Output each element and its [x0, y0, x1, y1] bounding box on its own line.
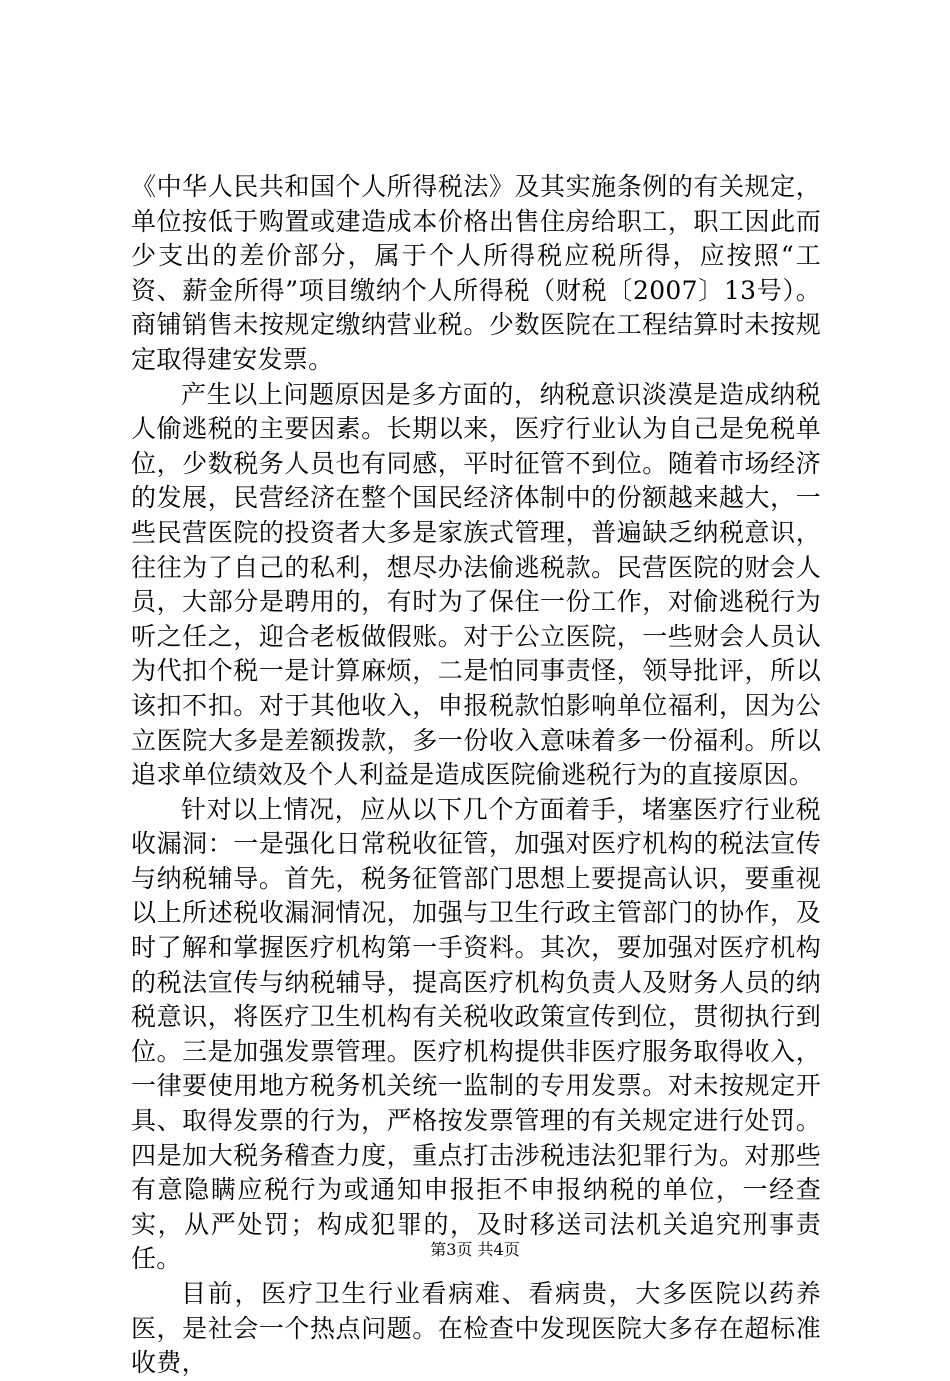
paragraph-4: 目前，医疗卫生行业看病难、看病贵，大多医院以药养医，是社会一个热点问题。在检查中发现医院大多存在超标准收费， [131, 1279, 821, 1378]
page-footer: 第3页 共4页 [430, 1240, 520, 1259]
document-body [131, 170, 821, 1381]
paragraph-2: 产生以上问题原因是多方面的，纳税意识淡漠是造成纳税人偷逃税的主要因素。长期以来，医疗行业认为自己是免税单位，少数税务人员也有同感，平时征管不到位。随着市场经济的发展，民营经济在整个国民经济体制中的份额越来越大，一些民营医院的投资者大多是家族式管理，普遍缺乏纳税意识，往往为了自己的私利，想尽办法偷逃税款。民营医院的财会人员，大部分是聘用的，有时为了保住一份工作，对偷逃税行为听之任之，迎合老板做假账。对于公立医院，一些财会人员认为代扣个税一是计算麻烦，二是怕同事责怪，领导批评，所以该扣不扣。对于其他收入，申报税款怕影响单位福利，因为公立医院大多是差额拨款，多一份收入意味着多一份福利。所以追求单位绩效及个人利益是造成医院偷逃税行为的直接原因。 [131, 379, 821, 790]
paragraph-1: 《中华人民共和国个人所得税法》及其实施条例的有关规定，单位按低于购置或建造成本价格出售住房给职工，职工因此而少支出的差价部分，属于个人所得税应税所得，应按照“工资、薪金所得”项目缴纳个人所得税（财税〔2007〕13号）。商铺销售未按规定缴纳营业税。少数医院在工程结算时未按规定取得建安发票。 [131, 172, 821, 374]
paragraph-3: 针对以上情况，应从以下几个方面着手，堵塞医疗行业税收漏洞：一是强化日常税收征管，加强对医疗机构的税法宣传与纳税辅导。首先，税务征管部门思想上要提高认识，要重视以上所述税收漏洞情况，加强与卫生行政主管部门的协作，及时了解和掌握医疗机构第一手资料。其次，要加强对医疗机构的税法宣传与纳税辅导，提高医疗机构负责人及财务人员的纳税意识，将医疗卫生机构有关税收政策宣传到位，贯彻执行到位。三是加强发票管理。医疗机构提供非医疗服务取得收入，一律要使用地方税务机关统一监制的专用发票。对未按规定开具、取得发票的行为，严格按发票管理的有关规定进行处罚。四是加大税务稽查力度，重点打击涉税违法犯罪行为。对那些有意隐瞒应税行为或通知申报拒不申报纳税的单位，一经查实，从严处罚；构成犯罪的，及时移送司法机关追究刑事责任。 [131, 794, 821, 1274]
